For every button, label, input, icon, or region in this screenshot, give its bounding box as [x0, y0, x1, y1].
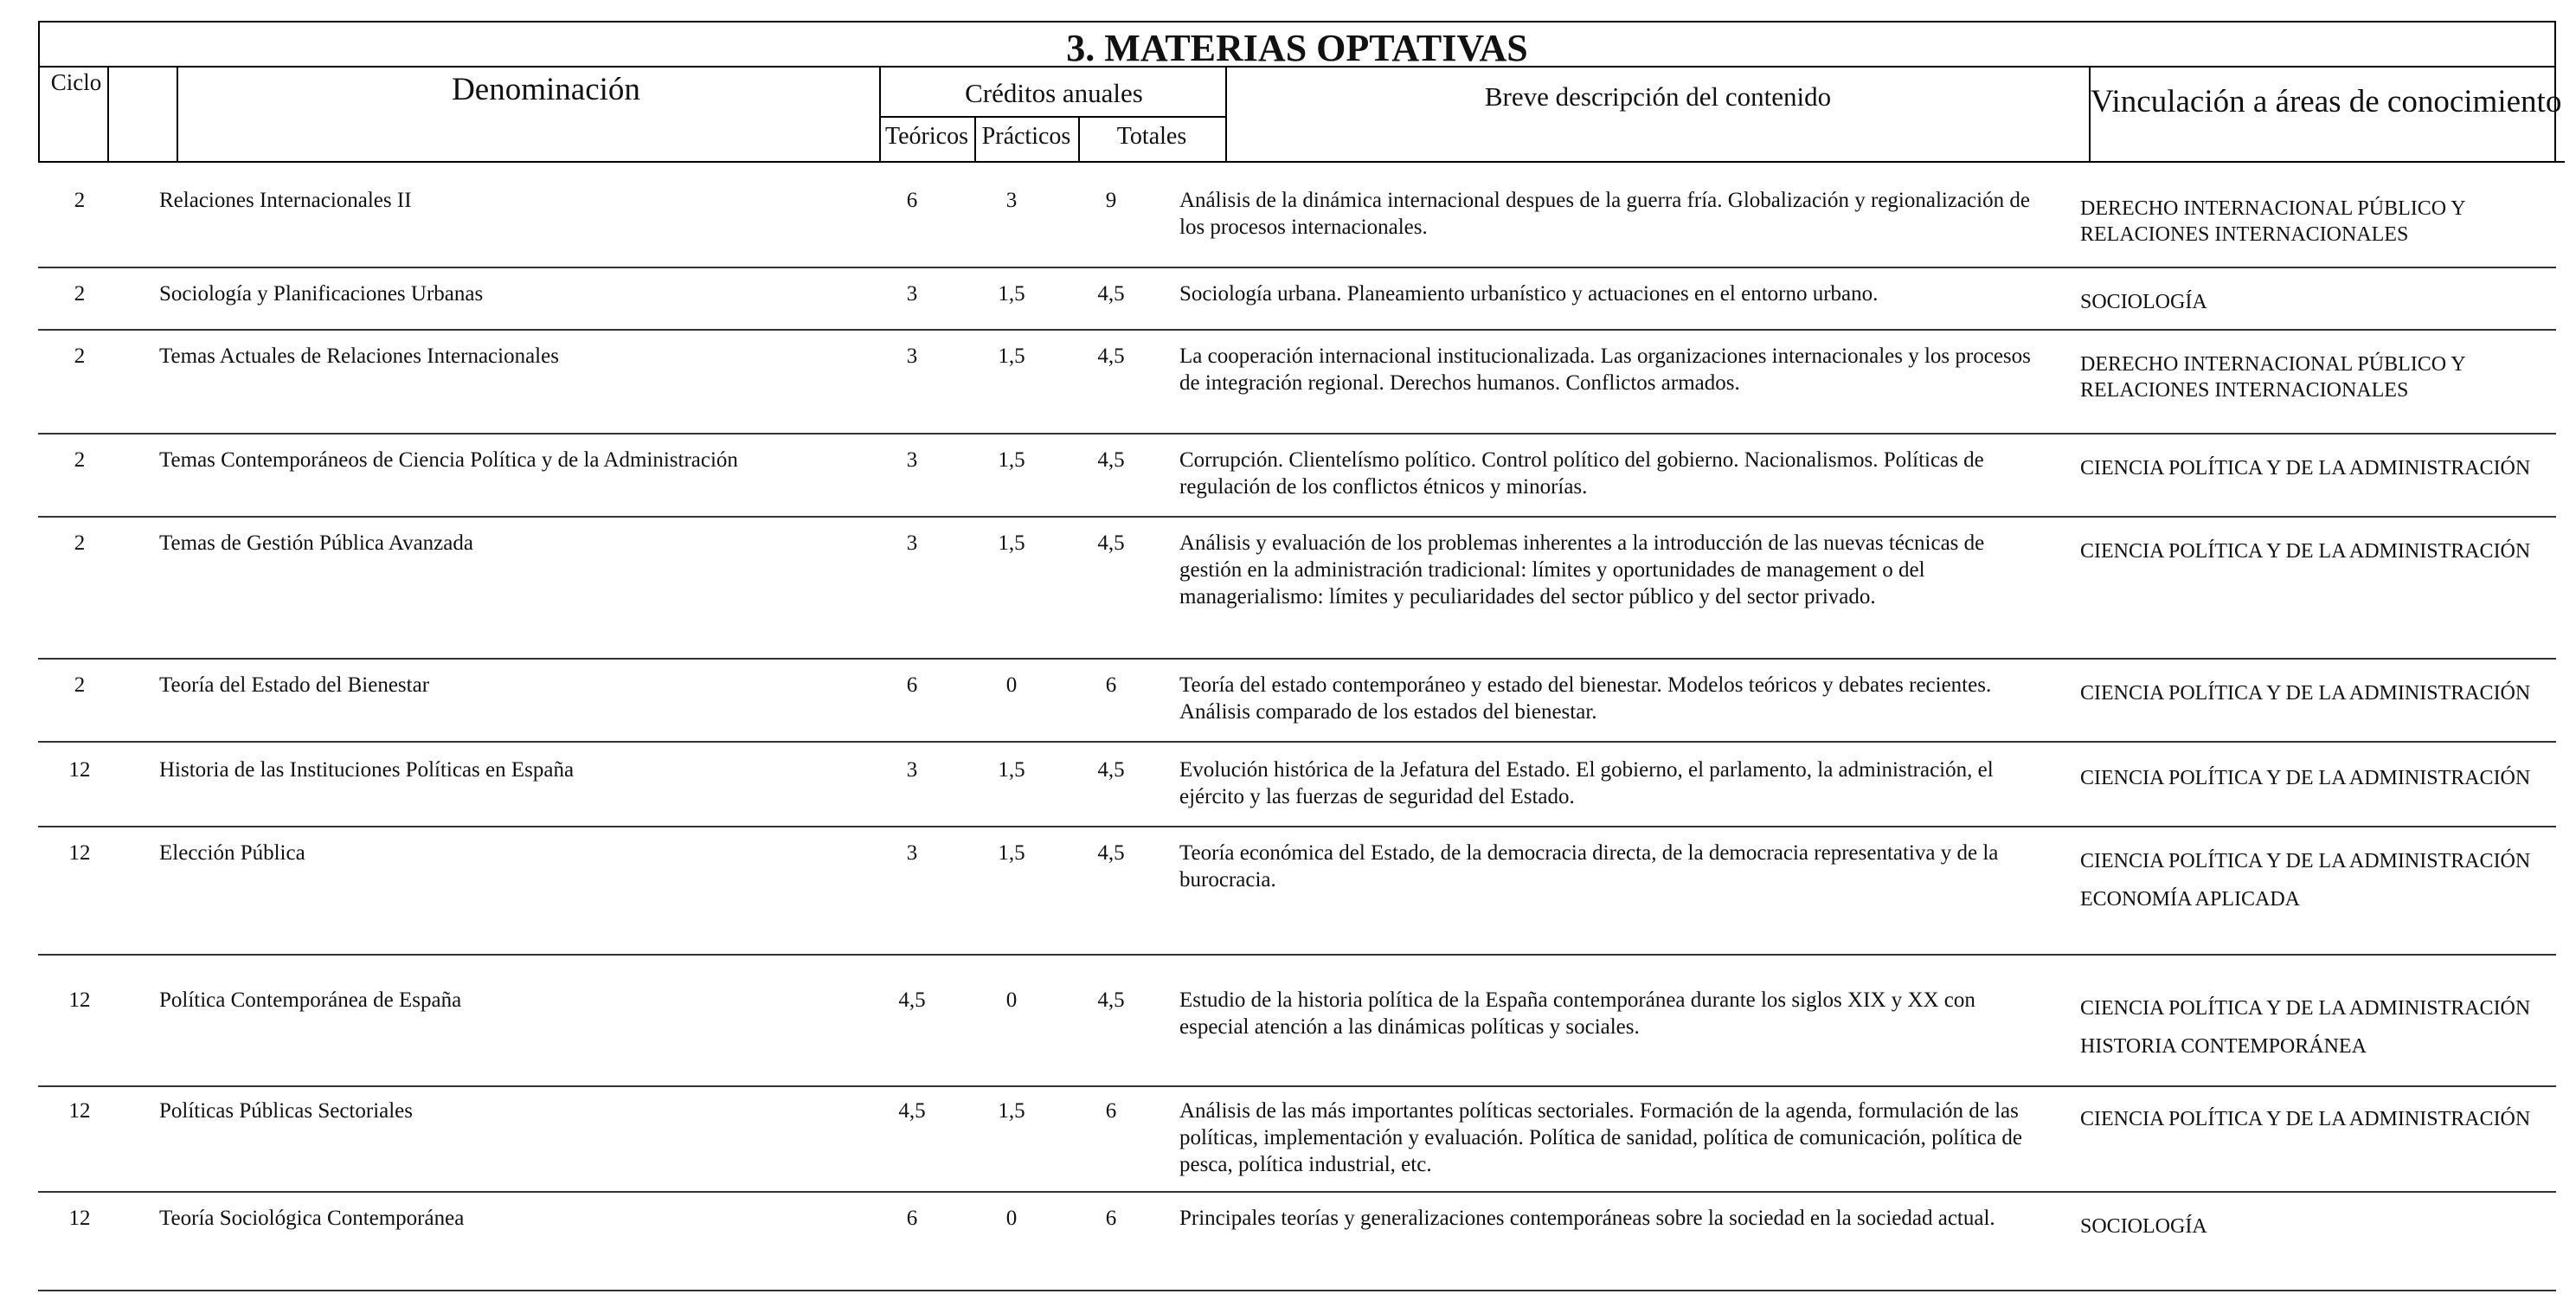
cell-practicos: 1,5	[998, 531, 1025, 555]
cell-totales: 6	[1105, 1207, 1117, 1230]
cell-totales: 4,5	[1097, 531, 1125, 555]
area-label: CIENCIA POLÍTICA Y DE LA ADMINISTRACIÓN	[2080, 997, 2531, 1020]
cell-denominacion: Teoría Sociológica Contemporánea	[159, 1207, 465, 1230]
cell-denominacion: Temas Actuales de Relaciones Internacionales	[159, 344, 559, 368]
cell-descripcion: Análisis de la dinámica internacional despues de la guerra fría. Globalización y regionalización de los procesos internacionales.	[1179, 189, 2030, 239]
area-label: CIENCIA POLÍTICA Y DE LA ADMINISTRACIÓN	[2080, 682, 2531, 705]
area-label: DERECHO INTERNACIONAL PÚBLICO Y RELACIONES INTERNACIONALES	[2080, 353, 2465, 402]
header-practicos: Prácticos	[981, 123, 1071, 150]
cell-ciclo: 12	[68, 1207, 91, 1230]
area-label: CIENCIA POLÍTICA Y DE LA ADMINISTRACIÓN	[2080, 540, 2531, 563]
area-label: HISTORIA CONTEMPORÁNEA	[2080, 1035, 2367, 1058]
area-label: ECONOMÍA APLICADA	[2080, 888, 2301, 911]
header-vinculacion: Vinculación a áreas de conocimiento	[2091, 84, 2562, 119]
cell-ciclo: 12	[68, 1099, 91, 1123]
cell-totales: 9	[1105, 189, 1117, 212]
cell-teoricos: 3	[906, 531, 918, 555]
cell-ciclo: 2	[74, 531, 86, 555]
cell-denominacion: Elección Pública	[159, 841, 305, 865]
area-label: CIENCIA POLÍTICA Y DE LA ADMINISTRACIÓN	[2080, 457, 2531, 480]
cell-denominacion: Política Contemporánea de España	[159, 988, 462, 1012]
cell-descripcion: Análisis y evaluación de los problemas inherentes a la introducción de las nuevas técnicas de gestión en la administración tradicional: límites y oportunidades de management o del managerialismo: límites y peculiaridades del sector público y del sector privado.	[1179, 531, 1985, 608]
area-label: CIENCIA POLÍTICA Y DE LA ADMINISTRACIÓN	[2080, 1108, 2531, 1130]
table-row	[38, 1193, 2556, 1291]
table-row	[38, 827, 2556, 956]
cell-teoricos: 3	[906, 758, 918, 782]
cell-totales: 6	[1105, 1099, 1117, 1123]
cell-descripcion: La cooperación internacional institucionalizada. Las organizaciones internacionales y los procesos de integración regional. Derechos humanos. Conflictos armados.	[1179, 344, 2031, 395]
cell-totales: 4,5	[1097, 448, 1125, 472]
cell-denominacion: Temas Contemporáneos de Ciencia Política y de la Administración	[159, 448, 738, 472]
page-title: 3. MATERIAS OPTATIVAS	[1066, 27, 1528, 69]
table-body	[38, 164, 2556, 1291]
header-bottom-border	[38, 161, 2565, 163]
cell-teoricos: 3	[906, 344, 918, 368]
header-totales: Totales	[1116, 123, 1187, 150]
header-ciclo: Ciclo	[50, 69, 102, 95]
cell-totales: 4,5	[1097, 344, 1125, 368]
table-row	[38, 1087, 2556, 1193]
area-label: SOCIOLOGÍA	[2080, 1215, 2207, 1238]
cell-practicos: 1,5	[998, 841, 1025, 865]
table-row	[38, 164, 2556, 268]
cell-practicos: 1,5	[998, 758, 1025, 782]
cell-totales: 4,5	[1097, 841, 1125, 865]
cell-teoricos: 6	[906, 1207, 918, 1230]
area-label: CIENCIA POLÍTICA Y DE LA ADMINISTRACIÓN	[2080, 850, 2531, 872]
cell-teoricos: 6	[906, 189, 918, 212]
cell-descripcion: Sociología urbana. Planeamiento urbanístico y actuaciones en el entorno urbano.	[1179, 282, 1879, 306]
cell-vinculacion	[2080, 455, 2547, 481]
cell-vinculacion	[2080, 196, 2547, 248]
cell-ciclo: 2	[74, 189, 86, 212]
cell-practicos: 1,5	[998, 1099, 1025, 1123]
cell-vinculacion	[2080, 680, 2547, 706]
cell-practicos: 0	[1005, 673, 1018, 697]
cell-vinculacion	[2080, 765, 2547, 791]
cell-descripcion: Teoría económica del Estado, de la democracia directa, de la democracia representativa y de la burocracia.	[1179, 841, 1999, 892]
table-row	[38, 743, 2556, 827]
cell-ciclo: 2	[74, 344, 86, 368]
cell-descripcion: Principales teorías y generalizaciones contemporáneas sobre la sociedad en la sociedad actual.	[1179, 1207, 1995, 1230]
cell-teoricos: 3	[906, 841, 918, 865]
cell-denominacion: Relaciones Internacionales II	[159, 189, 412, 212]
cell-totales: 4,5	[1097, 758, 1125, 782]
cell-teoricos: 3	[906, 448, 918, 472]
header-teoricos: Teóricos	[884, 123, 968, 150]
cell-denominacion: Políticas Públicas Sectoriales	[159, 1099, 414, 1123]
cell-descripcion: Evolución histórica de la Jefatura del Estado. El gobierno, el parlamento, la administración, el ejército y las fuerzas de seguridad del Estado.	[1179, 758, 1994, 808]
cell-ciclo: 2	[74, 282, 86, 306]
cell-denominacion: Temas de Gestión Pública Avanzada	[159, 531, 473, 555]
table-row	[38, 268, 2556, 331]
cell-vinculacion	[2080, 1106, 2547, 1132]
cell-vinculacion	[2080, 538, 2547, 564]
header-top-border	[38, 21, 2556, 23]
cell-descripcion: Teoría del estado contemporáneo y estado del bienestar. Modelos teóricos y debates recientes. Análisis comparado de los estados del bienestar.	[1179, 673, 1992, 724]
cell-practicos: 3	[1005, 189, 1018, 212]
cell-vinculacion	[2080, 289, 2547, 315]
area-label: DERECHO INTERNACIONAL PÚBLICO Y RELACIONES INTERNACIONALES	[2080, 197, 2465, 246]
cell-teoricos: 4,5	[898, 988, 926, 1012]
cell-denominacion: Historia de las Instituciones Políticas en España	[159, 758, 575, 782]
cell-denominacion: Sociología y Planificaciones Urbanas	[159, 282, 484, 306]
cell-practicos: 1,5	[998, 344, 1025, 368]
cell-teoricos: 6	[906, 673, 918, 697]
cell-totales: 4,5	[1097, 282, 1125, 306]
header-denominacion: Denominación	[452, 72, 640, 107]
header-creditos: Créditos anuales	[965, 78, 1143, 108]
table-row	[38, 660, 2556, 743]
cell-ciclo: 12	[68, 988, 91, 1012]
area-label: CIENCIA POLÍTICA Y DE LA ADMINISTRACIÓN	[2080, 767, 2531, 789]
area-label: SOCIOLOGÍA	[2080, 291, 2207, 313]
cell-teoricos: 4,5	[898, 1099, 926, 1123]
table-row	[38, 518, 2556, 660]
table-header	[38, 21, 2562, 163]
cell-descripcion: Corrupción. Clientelísmo político. Control político del gobierno. Nacionalismos. Políticas de regulación de los conflictos étnicos y minorías.	[1179, 448, 1984, 499]
cell-vinculacion	[2080, 848, 2547, 912]
header-descripcion: Breve descripción del contenido	[1484, 81, 1832, 112]
cell-practicos: 1,5	[998, 282, 1025, 306]
cell-descripcion: Estudio de la historia política de la España contemporánea durante los siglos XIX y XX con especial atención a las dinámicas políticas y sociales.	[1179, 988, 1975, 1039]
cell-practicos: 0	[1005, 988, 1018, 1012]
cell-denominacion: Teoría del Estado del Bienestar	[159, 673, 430, 697]
cell-practicos: 0	[1005, 1207, 1018, 1230]
cell-ciclo: 12	[68, 841, 91, 865]
table-row	[38, 956, 2556, 1087]
table-row	[38, 331, 2556, 435]
cell-vinculacion	[2080, 995, 2547, 1059]
cell-practicos: 1,5	[998, 448, 1025, 472]
cell-descripcion: Análisis de las más importantes políticas sectoriales. Formación de la agenda, formulación de las políticas, implementación y evaluación. Política de sanidad, política de comunicación, política de pesca, política industrial, etc.	[1179, 1099, 2022, 1176]
cell-ciclo: 2	[74, 673, 86, 697]
cell-totales: 4,5	[1097, 988, 1125, 1012]
cell-totales: 6	[1105, 673, 1117, 697]
table-row	[38, 435, 2556, 518]
cell-vinculacion	[2080, 1214, 2547, 1239]
cell-ciclo: 12	[68, 758, 91, 782]
cell-vinculacion	[2080, 351, 2547, 403]
cell-teoricos: 3	[906, 282, 918, 306]
creditos-sub-divider	[879, 116, 1225, 118]
cell-ciclo: 2	[74, 448, 86, 472]
